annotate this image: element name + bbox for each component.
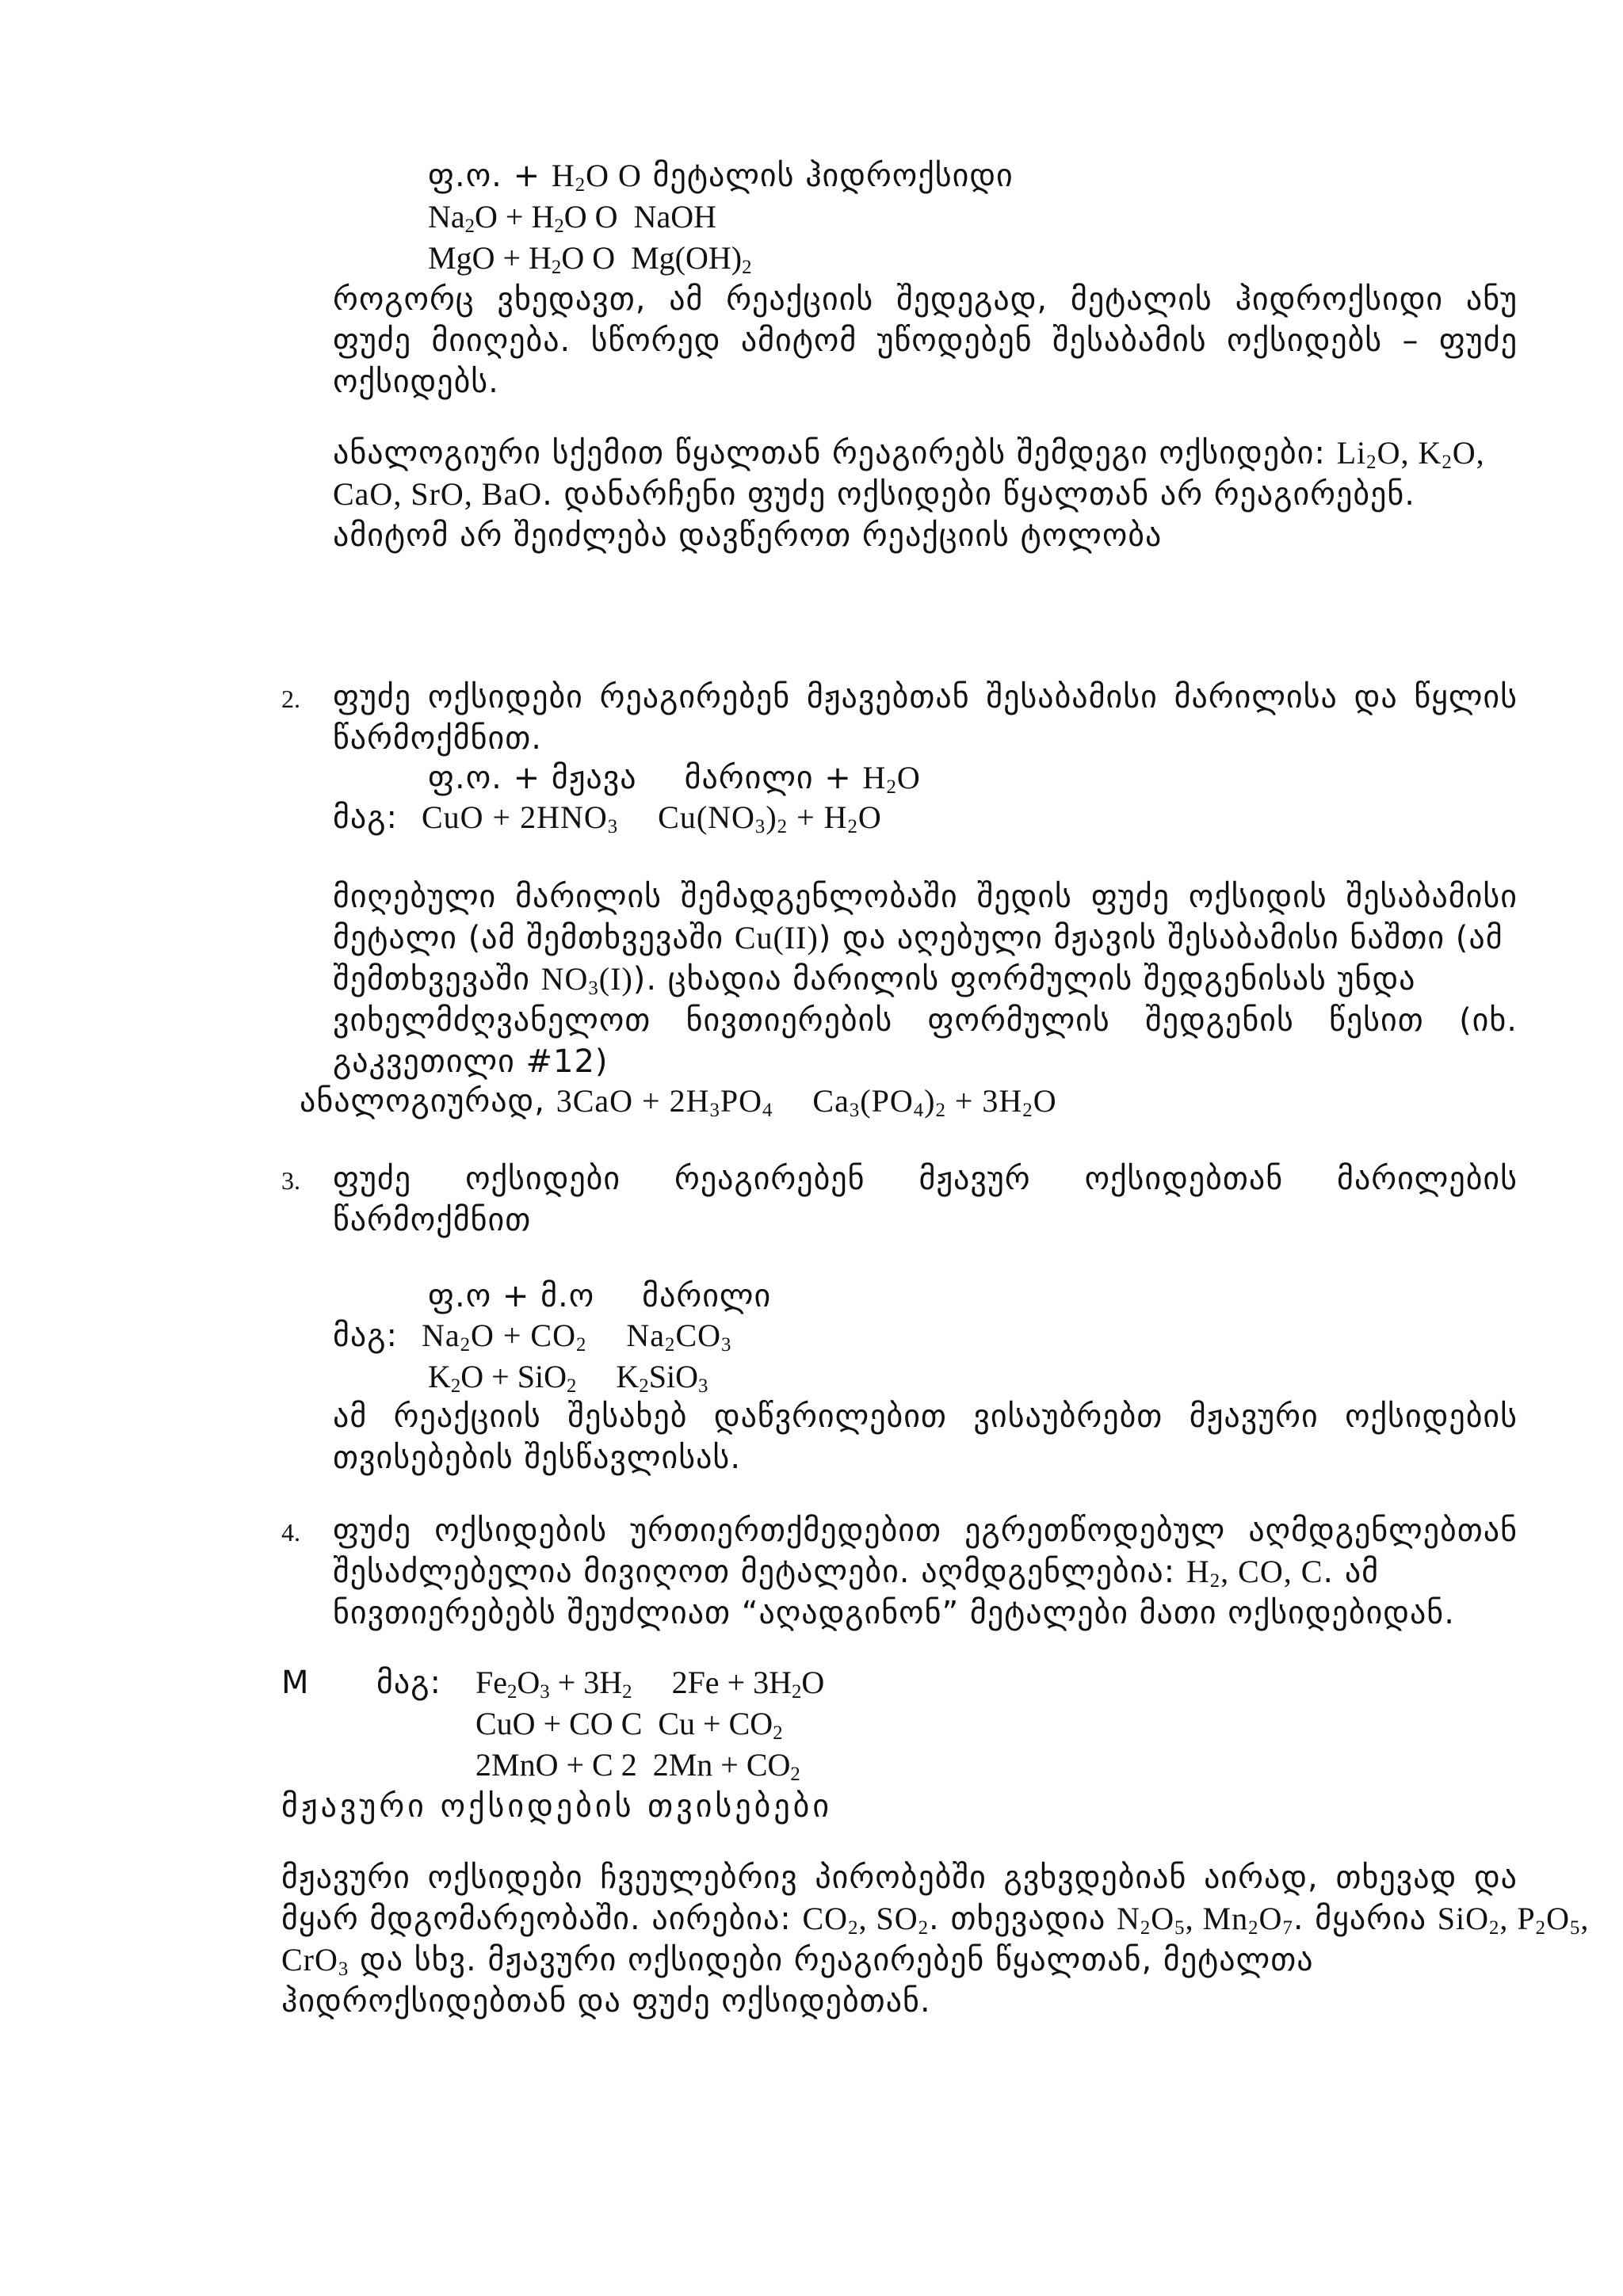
example-line: მაგ: $Na_2O + CO_2$ $Na_2CO_3$: [333, 1318, 732, 1356]
reaction-example-2: MgO + $H_2O$ O $Mg(OH)_2$: [428, 240, 752, 279]
paragraph-line: ოქსიდებს.: [333, 364, 499, 400]
example-label: მაგ:: [376, 1665, 441, 1701]
paragraph-line: მჟავური ოქსიდები ჩვეულებრივ პირობებში გვხვდებიან აირად, თხევად და: [281, 1859, 1518, 1896]
list-item-line: წარმოქმნით.: [333, 720, 542, 757]
paragraph-line: ფუძე მიიღება. სწორედ ამიტომ უწოდებენ შესაბამის ოქსიდებს – ფუძე: [333, 322, 1518, 359]
paragraph-line: ჰიდროქსიდებთან და ფუძე ოქსიდებთან.: [281, 1983, 931, 2019]
paragraph-line: თვისებების შესწავლისას.: [333, 1440, 742, 1476]
paragraph-line: ანალოგიურად, $3CaO + 2H_3PO_4$ $Ca_3(PO_4)_2 + 3H_2O$: [300, 1083, 1057, 1122]
paragraph-line: მიღებული მარილის შემადგენლობაში შედის ფუძე ოქსიდის შესაბამისი: [333, 879, 1518, 915]
list-item-line: წარმოქმნით: [333, 1202, 532, 1238]
paragraph-line: ანალოგიური სქემით წყალთან რეაგირებს შემდეგი ოქსიდები: $Li_2O$, $K_2O$,: [333, 435, 1485, 474]
list-number: 3.: [281, 1166, 300, 1195]
margin-marker: M: [281, 1665, 310, 1701]
list-item-line: ფუძე ოქსიდების ურთიერთქმედებით ეგრეთწოდებულ აღმდგენლებთან: [333, 1512, 1518, 1549]
example-line: $K_2O + SiO_2$ $K_2SiO_3$: [428, 1359, 708, 1398]
reaction-general-scheme: ფ.ო. + $H_2O$ O მეტალის ჰიდროქსიდი: [428, 158, 1014, 196]
paragraph-line: შემთხვევაში $NO_3(I)$). ცხადია მარილის ფორმულის შედგენისას უნდა: [333, 961, 1416, 1000]
list-number: 2.: [281, 685, 300, 713]
list-item-line: შესაძლებელია მივიღოთ მეტალები. აღმდგენლებია: $H_2$, CO, C. ამ: [333, 1554, 1380, 1592]
paragraph-line: ამიტომ არ შეიძლება დავწეროთ რეაქციის ტოლობა: [333, 517, 1163, 554]
paragraph-line: გაკვეთილი #12): [333, 1043, 609, 1080]
reduction-example-1: $Fe_2O_3 + 3H_2$ $2Fe + 3H_2O$: [475, 1665, 825, 1703]
paragraph-line: CaO, SrO, BaO. დანარჩენი ფუძე ოქსიდები წყალთან არ რეაგირებენ.: [333, 476, 1415, 513]
paragraph-line: ვიხელმძღვანელოთ ნივთიერების ფორმულის შედგენის წესით (იხ.: [333, 1002, 1518, 1039]
example-line: მაგ: CuO + $2HNO_3$ $Cu(NO_3)_2 + H_2O$: [333, 799, 882, 838]
paragraph-line: როგორც ვხედავთ, ამ რეაქციის შედეგად, მეტალის ჰიდროქსიდი ანუ: [333, 281, 1518, 318]
reduction-example-2: CuO + CO C $Cu + CO_2$: [475, 1706, 783, 1745]
list-item-line: ფუძე ოქსიდები რეაგირებენ მჟავურ ოქსიდებთან მარილების: [333, 1161, 1518, 1197]
paragraph-line: მეტალი (ამ შემთხვევაში Cu(II)) და აღებული მჟავის შესაბამისი ნაშთი (ამ: [333, 920, 1503, 956]
list-item-line: ნივთიერებებს შეუძლიათ “აღადგინონ” მეტალები მათი ოქსიდებიდან.: [333, 1595, 1455, 1631]
scheme-line: ფ.ო + მ.ო მარილი: [428, 1278, 772, 1314]
reaction-example-1: $Na_2O + H_2O$ O NaOH: [428, 199, 716, 238]
scheme-line: ფ.ო. + მჟავა მარილი + $H_2O$: [428, 760, 921, 799]
list-number: 4.: [281, 1518, 300, 1547]
section-heading: მჟავური ოქსიდების თვისებები: [281, 1788, 833, 1825]
paragraph-line: მყარ მდგომარეობაში. აირებია: $CO_2$, $SO_2$. თხევადია $N_2O_5$, $Mn_2O_7$. მყარია SiO$_2$, $P_2O_5$,: [281, 1901, 1590, 1939]
paragraph-line: ამ რეაქციის შესახებ დაწვრილებით ვისაუბრებთ მჟავური ოქსიდების: [333, 1398, 1518, 1435]
paragraph-line: CrO$_3$ და სხვ. მჟავური ოქსიდები რეაგირებენ წყალთან, მეტალთა: [281, 1942, 1314, 1981]
reduction-example-3: 2MnO + C 2 $2Mn + CO_2$: [475, 1747, 800, 1786]
list-item-line: ფუძე ოქსიდები რეაგირებენ მჟავებთან შესაბამისი მარილისა და წყლის: [333, 679, 1518, 715]
